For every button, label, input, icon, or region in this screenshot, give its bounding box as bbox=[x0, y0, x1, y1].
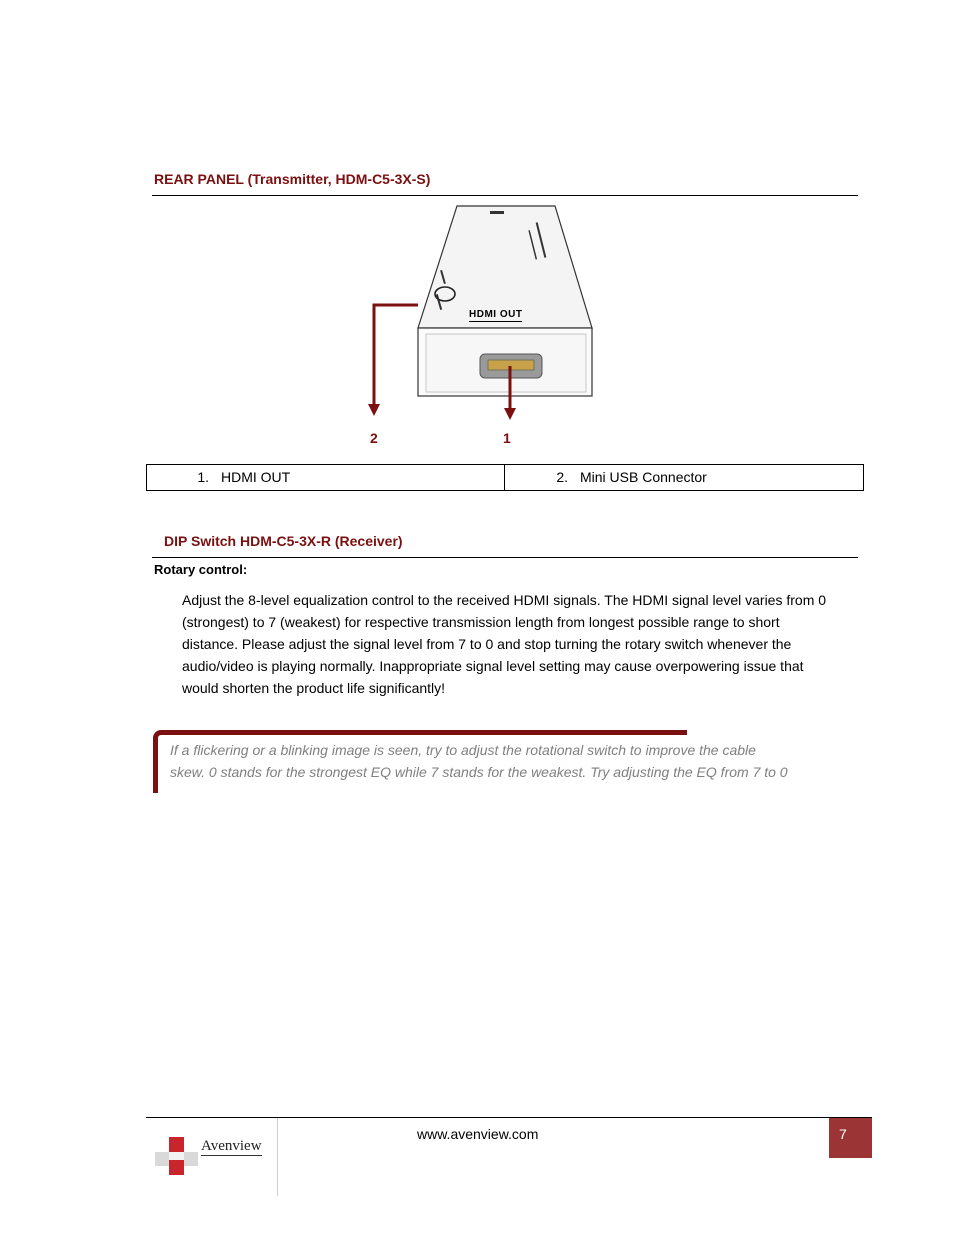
paragraph-line: audio/video is playing normally. Inappropriate signal level setting may cause overpowering issue that bbox=[182, 658, 804, 674]
table-cell bbox=[147, 465, 504, 490]
paragraph-line: (strongest) to 7 (weakest) for respective transmission length from longest possible range to short bbox=[182, 614, 780, 630]
footer-website: www.avenview.com bbox=[417, 1126, 539, 1142]
hdmi-out-device-label: HDMI OUT bbox=[469, 309, 523, 320]
footer-rule bbox=[146, 1117, 872, 1118]
note-line: If a flickering or a blinking image is seen, try to adjust the rotational switch to improve the cable bbox=[170, 742, 756, 758]
heading-rule bbox=[152, 195, 858, 196]
connector-table bbox=[146, 464, 864, 491]
rotary-control-paragraph bbox=[182, 589, 852, 699]
item-label: Mini USB Connector bbox=[580, 469, 707, 485]
rear-panel-heading: REAR PANEL (Transmitter, HDM-C5-3X-S) bbox=[154, 171, 431, 187]
paragraph-line: distance. Please adjust the signal level from 7 to 0 and stop turning the rotary switch whenever the bbox=[182, 636, 792, 652]
callout-label-2: 2 bbox=[370, 430, 378, 446]
avenview-logo-text: Avenview bbox=[201, 1138, 262, 1154]
dip-switch-heading: DIP Switch HDM-C5-3X-R (Receiver) bbox=[164, 533, 403, 549]
note-line: skew. 0 stands for the strongest EQ while 7 stands for the weakest. Try adjusting the EQ from 7 to 0 bbox=[170, 764, 788, 780]
callout-label-1: 1 bbox=[503, 430, 511, 446]
rotary-control-subheading: Rotary control: bbox=[154, 562, 248, 577]
avenview-logo-icon bbox=[155, 1135, 205, 1175]
item-number: 2. bbox=[556, 469, 568, 485]
page-number: 7 bbox=[829, 1118, 872, 1158]
item-label: HDMI OUT bbox=[221, 469, 291, 485]
heading-rule bbox=[152, 557, 858, 558]
paragraph-line: Adjust the 8-level equalization control to the received HDMI signals. The HDMI signal level varies from 0 bbox=[182, 592, 827, 608]
table-cell bbox=[504, 465, 863, 490]
note-callout-text bbox=[170, 739, 810, 783]
item-number: 1. bbox=[197, 469, 209, 485]
paragraph-line: would shorten the product life significantly! bbox=[182, 680, 446, 696]
footer-divider bbox=[277, 1118, 278, 1196]
